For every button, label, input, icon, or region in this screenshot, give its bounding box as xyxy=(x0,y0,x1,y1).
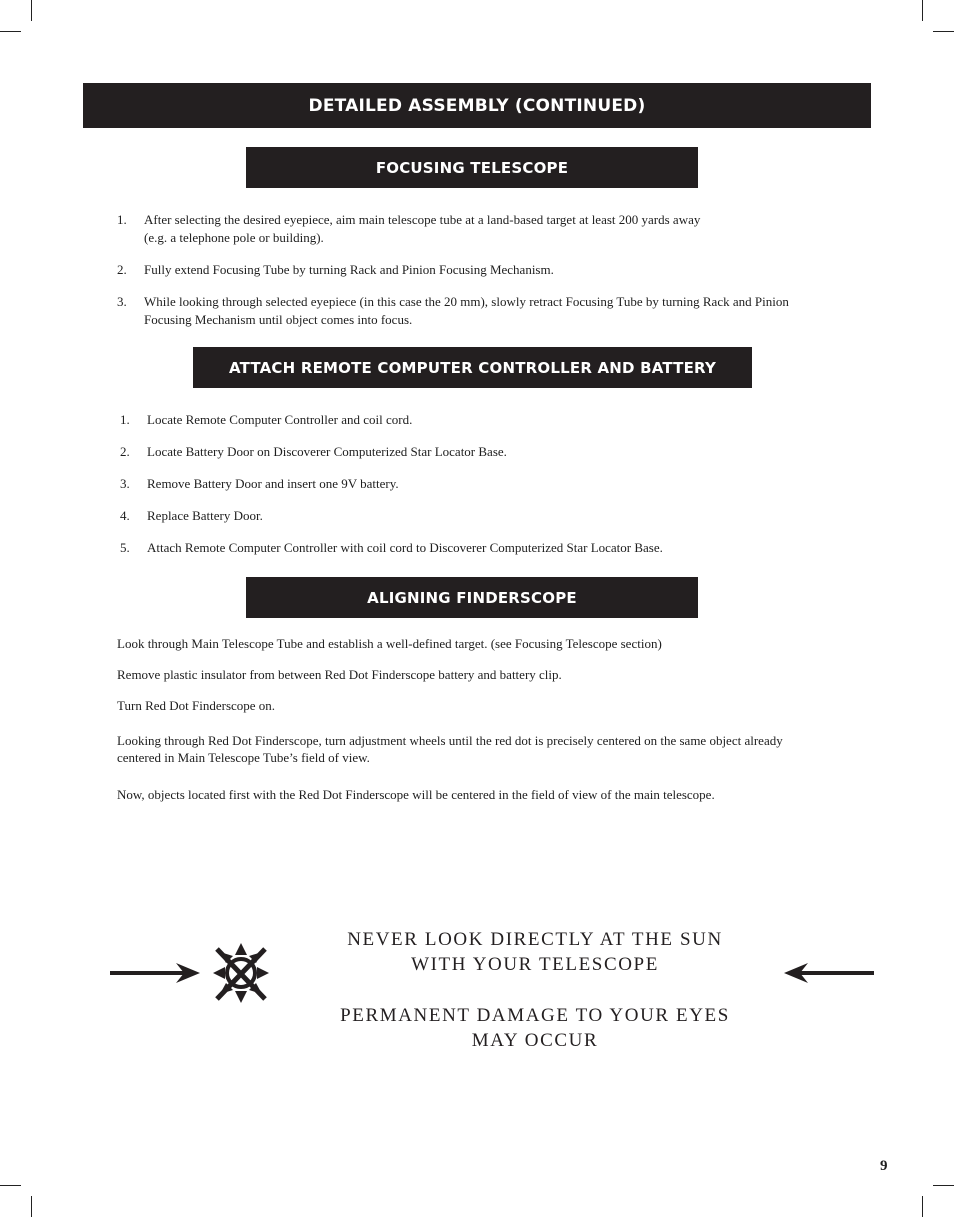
step-number: 2. xyxy=(117,262,127,277)
aligning-paragraph xyxy=(117,732,837,766)
arrow-right-icon xyxy=(110,962,202,984)
remote-steps xyxy=(120,411,663,557)
paragraph-text: Looking through Red Dot Finderscope, turn adjustment wheels until the red dot is precisely centered on the same object already xyxy=(117,733,783,748)
attach-remote-header xyxy=(193,347,752,388)
paragraph-text: centered in Main Telescope Tube’s field of view. xyxy=(117,750,370,765)
step-number: 5. xyxy=(120,540,130,555)
aligning-paragraph xyxy=(117,786,837,803)
remote-step xyxy=(120,507,663,539)
step-number: 3. xyxy=(120,476,130,491)
crop-mark xyxy=(922,0,923,21)
crop-mark xyxy=(933,31,954,32)
step-number: 2. xyxy=(120,444,130,459)
sun-warning xyxy=(300,927,770,1053)
focusing-telescope-header xyxy=(246,147,698,188)
remote-step xyxy=(120,443,663,475)
focusing-step xyxy=(117,211,789,261)
arrow-left-icon xyxy=(782,962,874,984)
focusing-step xyxy=(117,293,789,329)
step-text: Attach Remote Computer Controller with coil cord to Discoverer Computerized Star Locator Base. xyxy=(147,540,663,555)
warning-line: PERMANENT DAMAGE TO YOUR EYES xyxy=(340,1005,730,1026)
crop-mark xyxy=(922,1196,923,1217)
aligning-finderscope-header xyxy=(246,577,698,618)
paragraph-text: Now, objects located first with the Red Dot Finderscope will be centered in the field of view of the main telescope. xyxy=(117,787,715,802)
aligning-paragraph xyxy=(117,666,837,683)
crop-mark xyxy=(933,1185,954,1186)
step-number: 4. xyxy=(120,508,130,523)
paragraph-text: Remove plastic insulator from between Red Dot Finderscope battery and battery clip. xyxy=(117,667,562,682)
focusing-steps xyxy=(117,211,789,329)
crop-mark xyxy=(31,0,32,21)
warning-line: MAY OCCUR xyxy=(471,1030,599,1051)
step-text: While looking through selected eyepiece (in this case the 20 mm), slowly retract Focusing Tube by turning Rack and Pinion xyxy=(144,294,789,309)
remote-step xyxy=(120,475,663,507)
section-header xyxy=(83,83,871,128)
step-number: 1. xyxy=(117,212,127,227)
remote-step xyxy=(120,411,663,443)
step-text: Fully extend Focusing Tube by turning Rack and Pinion Focusing Mechanism. xyxy=(144,262,554,277)
crop-mark xyxy=(31,1196,32,1217)
step-number: 1. xyxy=(120,412,130,427)
aligning-finderscope-title: ALIGNING FINDERSCOPE xyxy=(367,588,577,607)
crop-mark xyxy=(0,31,21,32)
warning-line: WITH YOUR TELESCOPE xyxy=(411,954,659,975)
focusing-telescope-title: FOCUSING TELESCOPE xyxy=(375,158,569,177)
step-text: Focusing Mechanism until object comes into focus. xyxy=(144,312,413,327)
aligning-paragraph xyxy=(117,635,837,652)
section-header-title: DETAILED ASSEMBLY (CONTINUED) xyxy=(308,95,646,116)
step-text: Locate Battery Door on Discoverer Computerized Star Locator Base. xyxy=(147,444,507,459)
attach-remote-title: ATTACH REMOTE COMPUTER CONTROLLER AND BATTERY xyxy=(228,358,717,377)
paragraph-text: Look through Main Telescope Tube and establish a well-defined target. (see Focusing Telescope section) xyxy=(117,636,662,651)
aligning-paragraph xyxy=(117,697,837,714)
no-sun-icon xyxy=(211,941,271,1005)
step-text: Replace Battery Door. xyxy=(147,508,263,523)
step-text: After selecting the desired eyepiece, aim main telescope tube at a land-based target at least 200 yards away xyxy=(144,212,701,227)
focusing-step xyxy=(117,261,789,293)
step-text: (e.g. a telephone pole or building). xyxy=(144,230,324,245)
step-number: 3. xyxy=(117,294,127,309)
page-number: 9 xyxy=(880,1158,888,1174)
crop-mark xyxy=(0,1185,21,1186)
warning-line: NEVER LOOK DIRECTLY AT THE SUN xyxy=(347,929,723,950)
step-text: Locate Remote Computer Controller and coil cord. xyxy=(147,412,413,427)
step-text: Remove Battery Door and insert one 9V battery. xyxy=(147,476,399,491)
paragraph-text: Turn Red Dot Finderscope on. xyxy=(117,698,276,713)
remote-step xyxy=(120,539,663,557)
